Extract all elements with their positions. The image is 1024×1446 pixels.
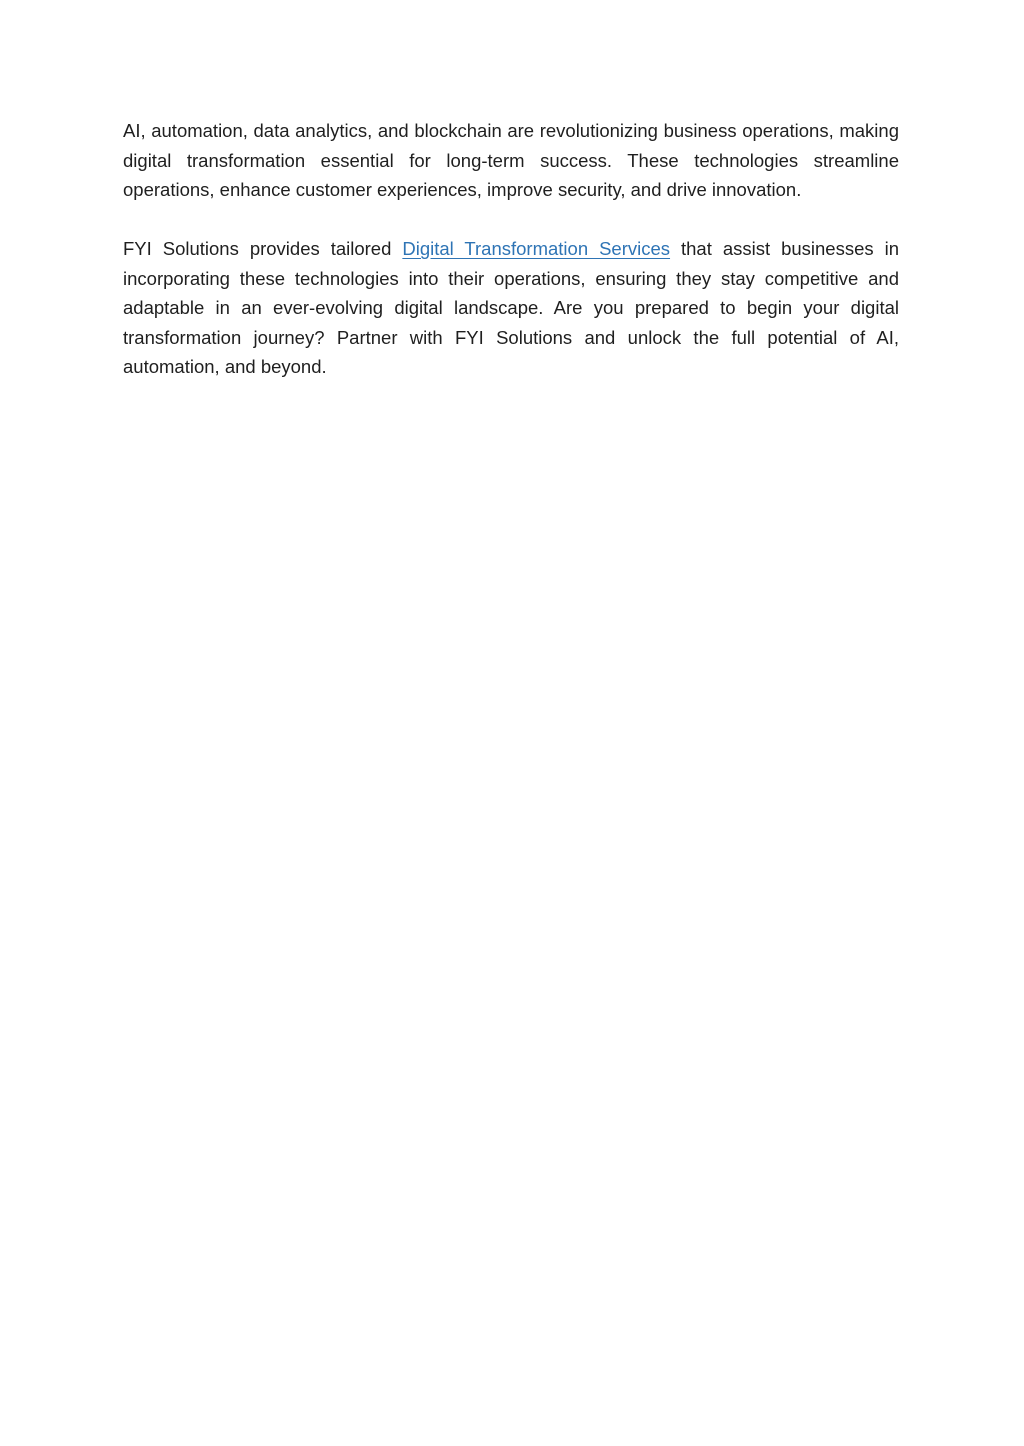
- paragraph-fyi-solutions: [123, 234, 899, 382]
- paragraph-text-after-link: that assist businesses in incorporating these technologies into their operations, ensuring they stay competitive and adaptable in an ever-evolving digital landscape. Are you prepared to begin your digital transformation journey? Partner with FYI Solutions and unlock the full potential of AI, automation, and beyond.: [123, 238, 899, 377]
- paragraph-intro: AI, automation, data analytics, and blockchain are revolutionizing business operations, making digital transformation essential for long-term success. These technologies streamline operations, enhance customer experiences, improve security, and drive innovation.: [123, 120, 899, 200]
- digital-transformation-services-link[interactable]: Digital Transformation Services: [402, 238, 671, 259]
- paragraph-text-before-link: FYI Solutions provides tailored: [123, 238, 403, 259]
